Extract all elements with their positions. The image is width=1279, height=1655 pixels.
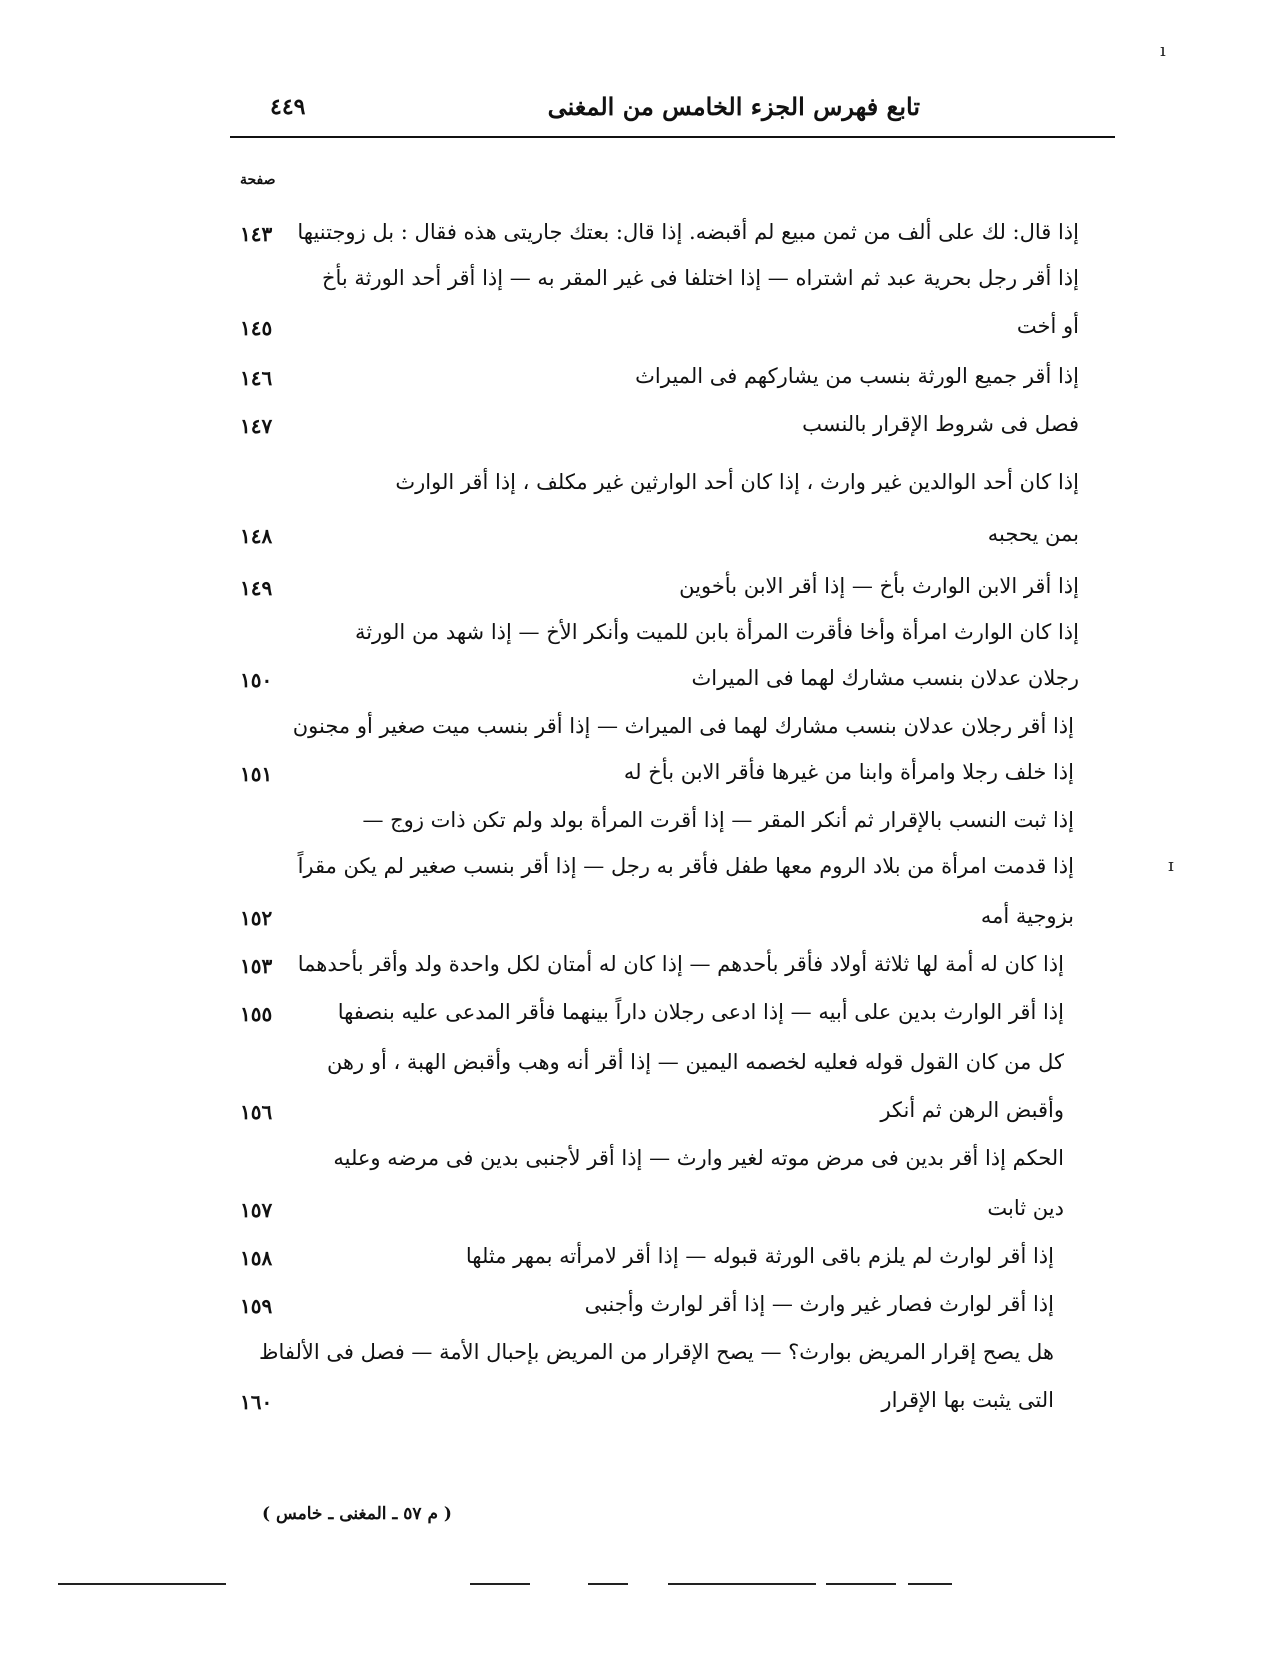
index-entry-text: إذا أقر لوارث فصار غير وارث — إذا أقر لوارث وأجنبى: [584, 1292, 1054, 1316]
page-column-label: صفحة: [240, 172, 276, 188]
index-entry-text: التى يثبت بها الإقرار: [881, 1388, 1054, 1412]
scan-mark: ɪ: [1168, 855, 1174, 876]
scan-dash: [826, 1583, 896, 1585]
index-entry-text: إذا قال: لك على ألف من ثمن مبيع لم أقبضه. إذا قال: بعتك جاريتى هذه فقال : بل زوجتنيها: [297, 220, 1079, 244]
index-entry-text: إذا خلف رجلا وامرأة وابنا من غيرها فأقر الابن بأخ له: [623, 760, 1074, 784]
index-entry-text: إذا أقر جميع الورثة بنسب من يشاركهم فى الميراث: [635, 364, 1079, 388]
scan-dash: [470, 1583, 530, 1585]
index-entry-page: ١٤٩: [240, 576, 273, 600]
index-entry-page: ١٥٨: [240, 1246, 273, 1270]
scan-dash: [908, 1583, 952, 1585]
index-entry-text: إذا أقر رجلان عدلان بنسب مشارك لهما فى الميراث — إذا أقر بنسب ميت صغير أو مجنون: [292, 714, 1074, 738]
index-entry-page: ١٦٠: [240, 1390, 273, 1414]
index-entry-text: إذا قدمت امرأة من بلاد الروم معها طفل فأقر به رجل — إذا أقر بنسب صغير لم يكن مقراً: [297, 854, 1074, 878]
header-title: تابع فهرس الجزء الخامس من المغنى: [547, 92, 920, 121]
index-entry-text: دين ثابت: [987, 1196, 1064, 1220]
scan-dash: [588, 1583, 628, 1585]
scan-dash: [668, 1583, 816, 1585]
index-entry-text: رجلان عدلان بنسب مشارك لهما فى الميراث: [691, 666, 1079, 690]
index-entry-page: ١٤٣: [240, 222, 273, 246]
index-entry-text: فصل فى شروط الإقرار بالنسب: [802, 412, 1079, 436]
index-entry-page: ١٥٩: [240, 1294, 273, 1318]
index-entry-text: إذا أقر الوارث بدين على أبيه — إذا ادعى رجلان داراً بينهما فأقر المدعى عليه بنصفها: [337, 1000, 1064, 1024]
index-entry-text: إذا ثبت النسب بالإقرار ثم أنكر المقر — إذا أقرت المرأة بولد ولم تكن ذات زوج —: [362, 808, 1074, 832]
index-entry-text: أو أخت: [1016, 314, 1079, 338]
index-entry-page: ١٥٧: [240, 1198, 273, 1222]
index-entry-text: إذا أقر رجل بحرية عبد ثم اشتراه — إذا اختلفا فى غير المقر به — إذا أقر أحد الورثة بأخ: [321, 266, 1079, 290]
index-entry-text: وأقبض الرهن ثم أنكر: [880, 1098, 1064, 1122]
scan-mark: ı: [1160, 40, 1166, 61]
index-entry-page: ١٤٨: [240, 524, 273, 548]
index-entry-page: ١٤٦: [240, 366, 273, 390]
running-header: [230, 88, 1115, 134]
index-entry-text: بمن يحجبه: [987, 522, 1079, 546]
index-entry-text: كل من كان القول قوله فعليه لخصمه اليمين — إذا أقر أنه وهب وأقبض الهبة ، أو رهن: [326, 1050, 1064, 1074]
index-entry-page: ١٥٠: [240, 668, 273, 692]
index-entry-page: ١٥٢: [240, 906, 273, 930]
index-entry-page: ١٥٣: [240, 954, 273, 978]
scan-dash: [58, 1583, 226, 1585]
index-entry-page: ١٤٧: [240, 414, 273, 438]
index-entry-text: إذا أقر الابن الوارث بأخ — إذا أقر الابن بأخوين: [679, 574, 1079, 598]
index-entry-text: هل يصح إقرار المريض بوارث؟ — يصح الإقرار من المريض بإحبال الأمة — فصل فى الألفاظ: [259, 1340, 1054, 1364]
index-entry-text: إذا كان أحد الوالدين غير وارث ، إذا كان أحد الوارثين غير مكلف ، إذا أقر الوارث: [395, 470, 1079, 494]
index-entry-text: بزوجية أمه: [980, 904, 1074, 928]
footer-signature-note: ( م ٥٧ ـ المغنى ـ خامس ): [262, 1504, 452, 1524]
index-entry-page: ١٤٥: [240, 316, 273, 340]
index-entry-text: إذا كان الوارث امرأة وأخا فأقرت المرأة بابن للميت وأنكر الأخ — إذا شهد من الورثة: [354, 620, 1079, 644]
index-entry-page: ١٥٥: [240, 1002, 273, 1026]
index-entry-page: ١٥٦: [240, 1100, 273, 1124]
index-entry-text: إذا أقر لوارث لم يلزم باقى الورثة قبوله — إذا أقر لامرأته بمهر مثلها: [465, 1244, 1054, 1268]
index-entry-text: إذا كان له أمة لها ثلاثة أولاد فأقر بأحدهم — إذا كان له أمتان لكل واحدة ولد وأقر بأحدهما: [297, 952, 1064, 976]
header-rule: [230, 136, 1115, 138]
header-page-number: ٤٤٩: [270, 94, 306, 120]
index-entry-page: ١٥١: [240, 762, 273, 786]
index-entry-text: الحكم إذا أقر بدين فى مرض موته لغير وارث — إذا أقر لأجنبى بدين فى مرضه وعليه: [333, 1146, 1064, 1170]
